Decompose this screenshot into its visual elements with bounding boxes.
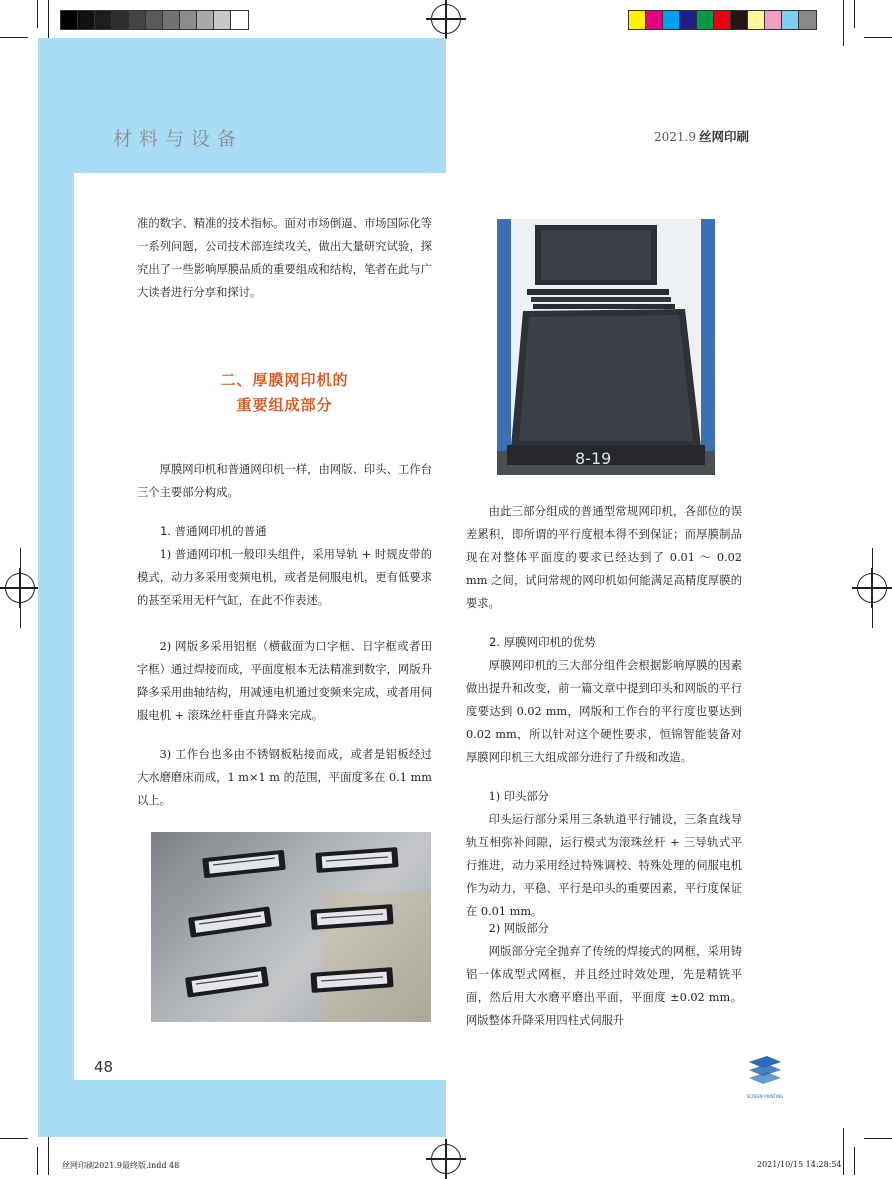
intro-paragraph: 准的数字、精准的技术指标。面对市场倒逼、市场国际化等一系列问题，公司技术部连续攻关，做出大量研究试验，探究出了一些影响厚膜品质的重要组成和结构，笔者在此与广大读者进行分享和探讨。 <box>137 217 432 299</box>
issue-header <box>654 127 749 145</box>
item-heading: 1) 印头部分 <box>488 790 549 803</box>
page-number: 48 <box>94 1058 114 1076</box>
footer-filename: 丝网印刷2021.9最终版.indd 48 <box>62 1161 180 1170</box>
frame-label: 8-19 <box>575 449 612 468</box>
footer-timestamp: 2021/10/15 14:28:54 <box>757 1160 842 1169</box>
section-title-line: 二、厚膜网印机的 <box>220 371 349 389</box>
heater-plates-illustration <box>151 832 431 1022</box>
magazine-logo <box>745 1056 785 1100</box>
crop-mark <box>0 37 28 38</box>
crop-mark <box>20 548 21 628</box>
crop-mark <box>37 0 38 28</box>
color-bar <box>628 10 817 30</box>
footer-panel <box>38 1080 446 1137</box>
header-panel <box>38 38 446 173</box>
subsection-heading: 2. 厚膜网印机的优势 <box>489 635 596 649</box>
crop-mark <box>0 588 35 589</box>
crop-mark <box>854 1147 855 1175</box>
paragraph: 印头运行部分采用三条轨道平行铺设，三条直线导轨互相弥补间隙，运行模式为滚珠丝杆 + 三导轨式平行推进，动力采用经过特殊调校、特殊处理的伺服电机作为动力，平稳、平行是印头的重要因素，平行度保证在 0.01 mm。 <box>466 813 742 918</box>
screen-frames-illustration <box>497 219 715 475</box>
section-title-line: 重要组成部分 <box>236 396 333 414</box>
crop-mark <box>0 1138 28 1139</box>
heater-plates-photo <box>151 832 431 1022</box>
section-header: 材料与设备 <box>113 128 244 150</box>
issue-date: 2021.9 <box>654 130 696 144</box>
magazine-name: 丝网印刷 <box>699 129 750 144</box>
crop-mark <box>843 1128 844 1175</box>
registration-mark-icon <box>431 4 461 34</box>
screen-printing-logo-icon <box>745 1056 785 1090</box>
section-intro: 厚膜网印机和普通网印机一样，由网版、印头、工作台三个主要部分构成。 <box>137 463 432 499</box>
crop-mark <box>864 1138 892 1139</box>
crop-mark <box>843 0 844 46</box>
paragraph: 厚膜网印机的三大部分组件会根据影响厚膜的因素做出提升和改变，前一篇文章中提到印头和网版的平行度要达到 0.02 mm，网版和工作台的平行度也要达到 0.02 mm，所以针对这个硬性要求，恒锦智能装备对厚膜网印机三大组成部分进行了升级和改造。 <box>466 659 742 764</box>
crop-mark <box>864 37 892 38</box>
section-title <box>137 368 432 418</box>
paragraph: 1) 普通网印机一般印头组件，采用导轨 + 时规皮带的模式，动力多采用变频电机，或者是伺服电机，更有低要求的甚至采用无杆气缸，在此不作表述。 <box>137 548 432 607</box>
subsection-heading: 1. 普通网印机的普通 <box>160 524 267 538</box>
item-heading: 2) 网版部分 <box>488 922 549 935</box>
crop-mark <box>872 548 873 628</box>
crop-mark <box>37 1147 38 1175</box>
summary-paragraph: 由此三部分组成的普通型常规网印机，各部位的误差累积，即所谓的平行度根本得不到保证；而厚膜制品现在对整体平面度的要求已经达到了 0.01 ～ 0.02 mm 之间，试问常规的网印机如何能满足高精度厚膜的要求。 <box>466 505 742 610</box>
side-panel <box>38 173 74 1137</box>
paragraph: 3) 工作台也多由不锈钢板粘接而成，或者是铝板经过大水磨磨床而成，1 m×1 m 的范围，平面度多在 0.1 mm 以上。 <box>137 748 432 807</box>
screen-frames-photo <box>497 219 715 475</box>
registration-mark-icon <box>431 1144 461 1174</box>
crop-mark <box>857 588 892 589</box>
logo-text: SCREEN PRINTING <box>746 1094 784 1099</box>
crop-mark <box>854 0 855 28</box>
grayscale-bar <box>60 10 249 30</box>
paragraph: 网版部分完全抛弃了传统的焊接式的网框，采用铸铝一体成型式网框，并且经过时效处理，先是精铣平面，然后用大水磨平磨出平面，平面度 ±0.02 mm。网版整体升降采用四柱式伺服升 <box>466 945 742 1027</box>
paragraph: 2) 网版多采用铝框（横截面为口字框、日字框或者田字框）通过焊接而成，平面度根本无法精准到数字，网版升降多采用曲轴结构，用减速电机通过变频来完成，或者用伺服电机 + 滚珠丝杆垂直升降来完成。 <box>137 640 432 722</box>
